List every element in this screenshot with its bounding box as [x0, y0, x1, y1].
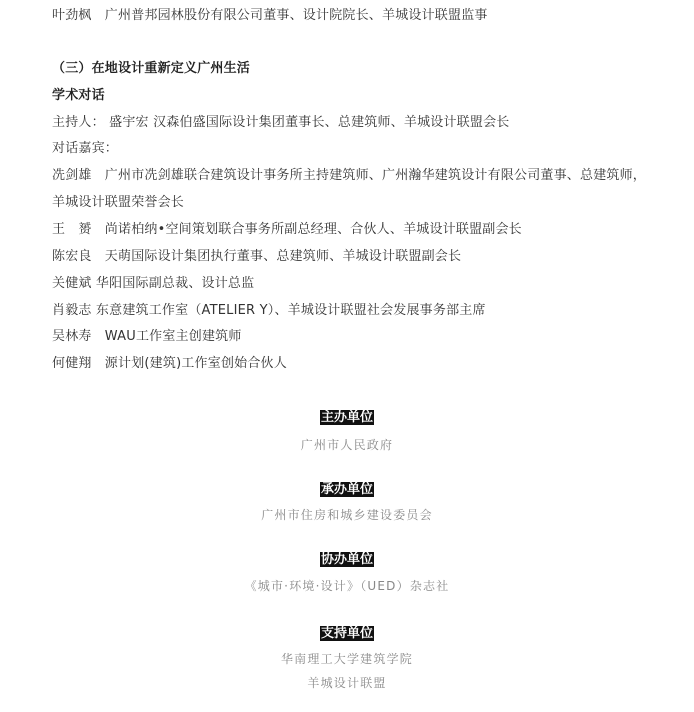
supporter-name: 华南理工大学建筑学院	[280, 652, 413, 666]
guest-line: 吴林寿 WAU工作室主创建筑师	[52, 329, 242, 344]
organizer-title: 主办单位	[320, 410, 373, 425]
co-organizer-name: 《城市·环境·设计》（UED）杂志社	[244, 579, 450, 593]
organizer-name: 广州市人民政府	[300, 438, 394, 452]
guest-line-cont: 羊城设计联盟荣誉会长	[52, 195, 185, 210]
guest-line: 关健斌 华阳国际副总裁、设计总监	[52, 276, 255, 291]
supporter-title: 支持单位	[320, 626, 373, 641]
undertaker-title: 承办单位	[320, 482, 373, 497]
sub-heading: 学术对话	[52, 88, 105, 103]
guest-line: 陈宏良 天萌国际设计集团执行董事、总建筑师、羊城设计联盟副会长	[52, 249, 462, 264]
undertaker-name: 广州市住房和城乡建设委员会	[261, 508, 433, 522]
guest-line: 何健翔 源计划(建筑)工作室创始合伙人	[52, 356, 287, 371]
host-line: 主持人： 盛宇宏 汉森伯盛国际设计集团董事长、总建筑师、羊城设计联盟会长	[52, 115, 510, 130]
speaker-line: 叶劲枫 广州普邦园林股份有限公司董事、设计院院长、羊城设计联盟监事	[52, 8, 488, 23]
guests-label: 对话嘉宾：	[52, 141, 119, 156]
guest-line: 肖毅志 东意建筑工作室（ATELIER Y）、羊城设计联盟社会发展事务部主席	[52, 303, 486, 318]
supporter-name: 羊城设计联盟	[307, 676, 387, 690]
co-organizer-title: 协办单位	[320, 552, 373, 567]
section-heading: （三）在地设计重新定义广州生活	[52, 61, 251, 76]
guest-line: 冼剑雄 广州市冼剑雄联合建筑设计事务所主持建筑师、广州瀚华建筑设计有限公司董事、总建筑师，	[52, 168, 647, 183]
guest-line: 王 赟 尚诺柏纳•空间策划联合事务所副总经理、合伙人、羊城设计联盟副会长	[52, 222, 522, 237]
